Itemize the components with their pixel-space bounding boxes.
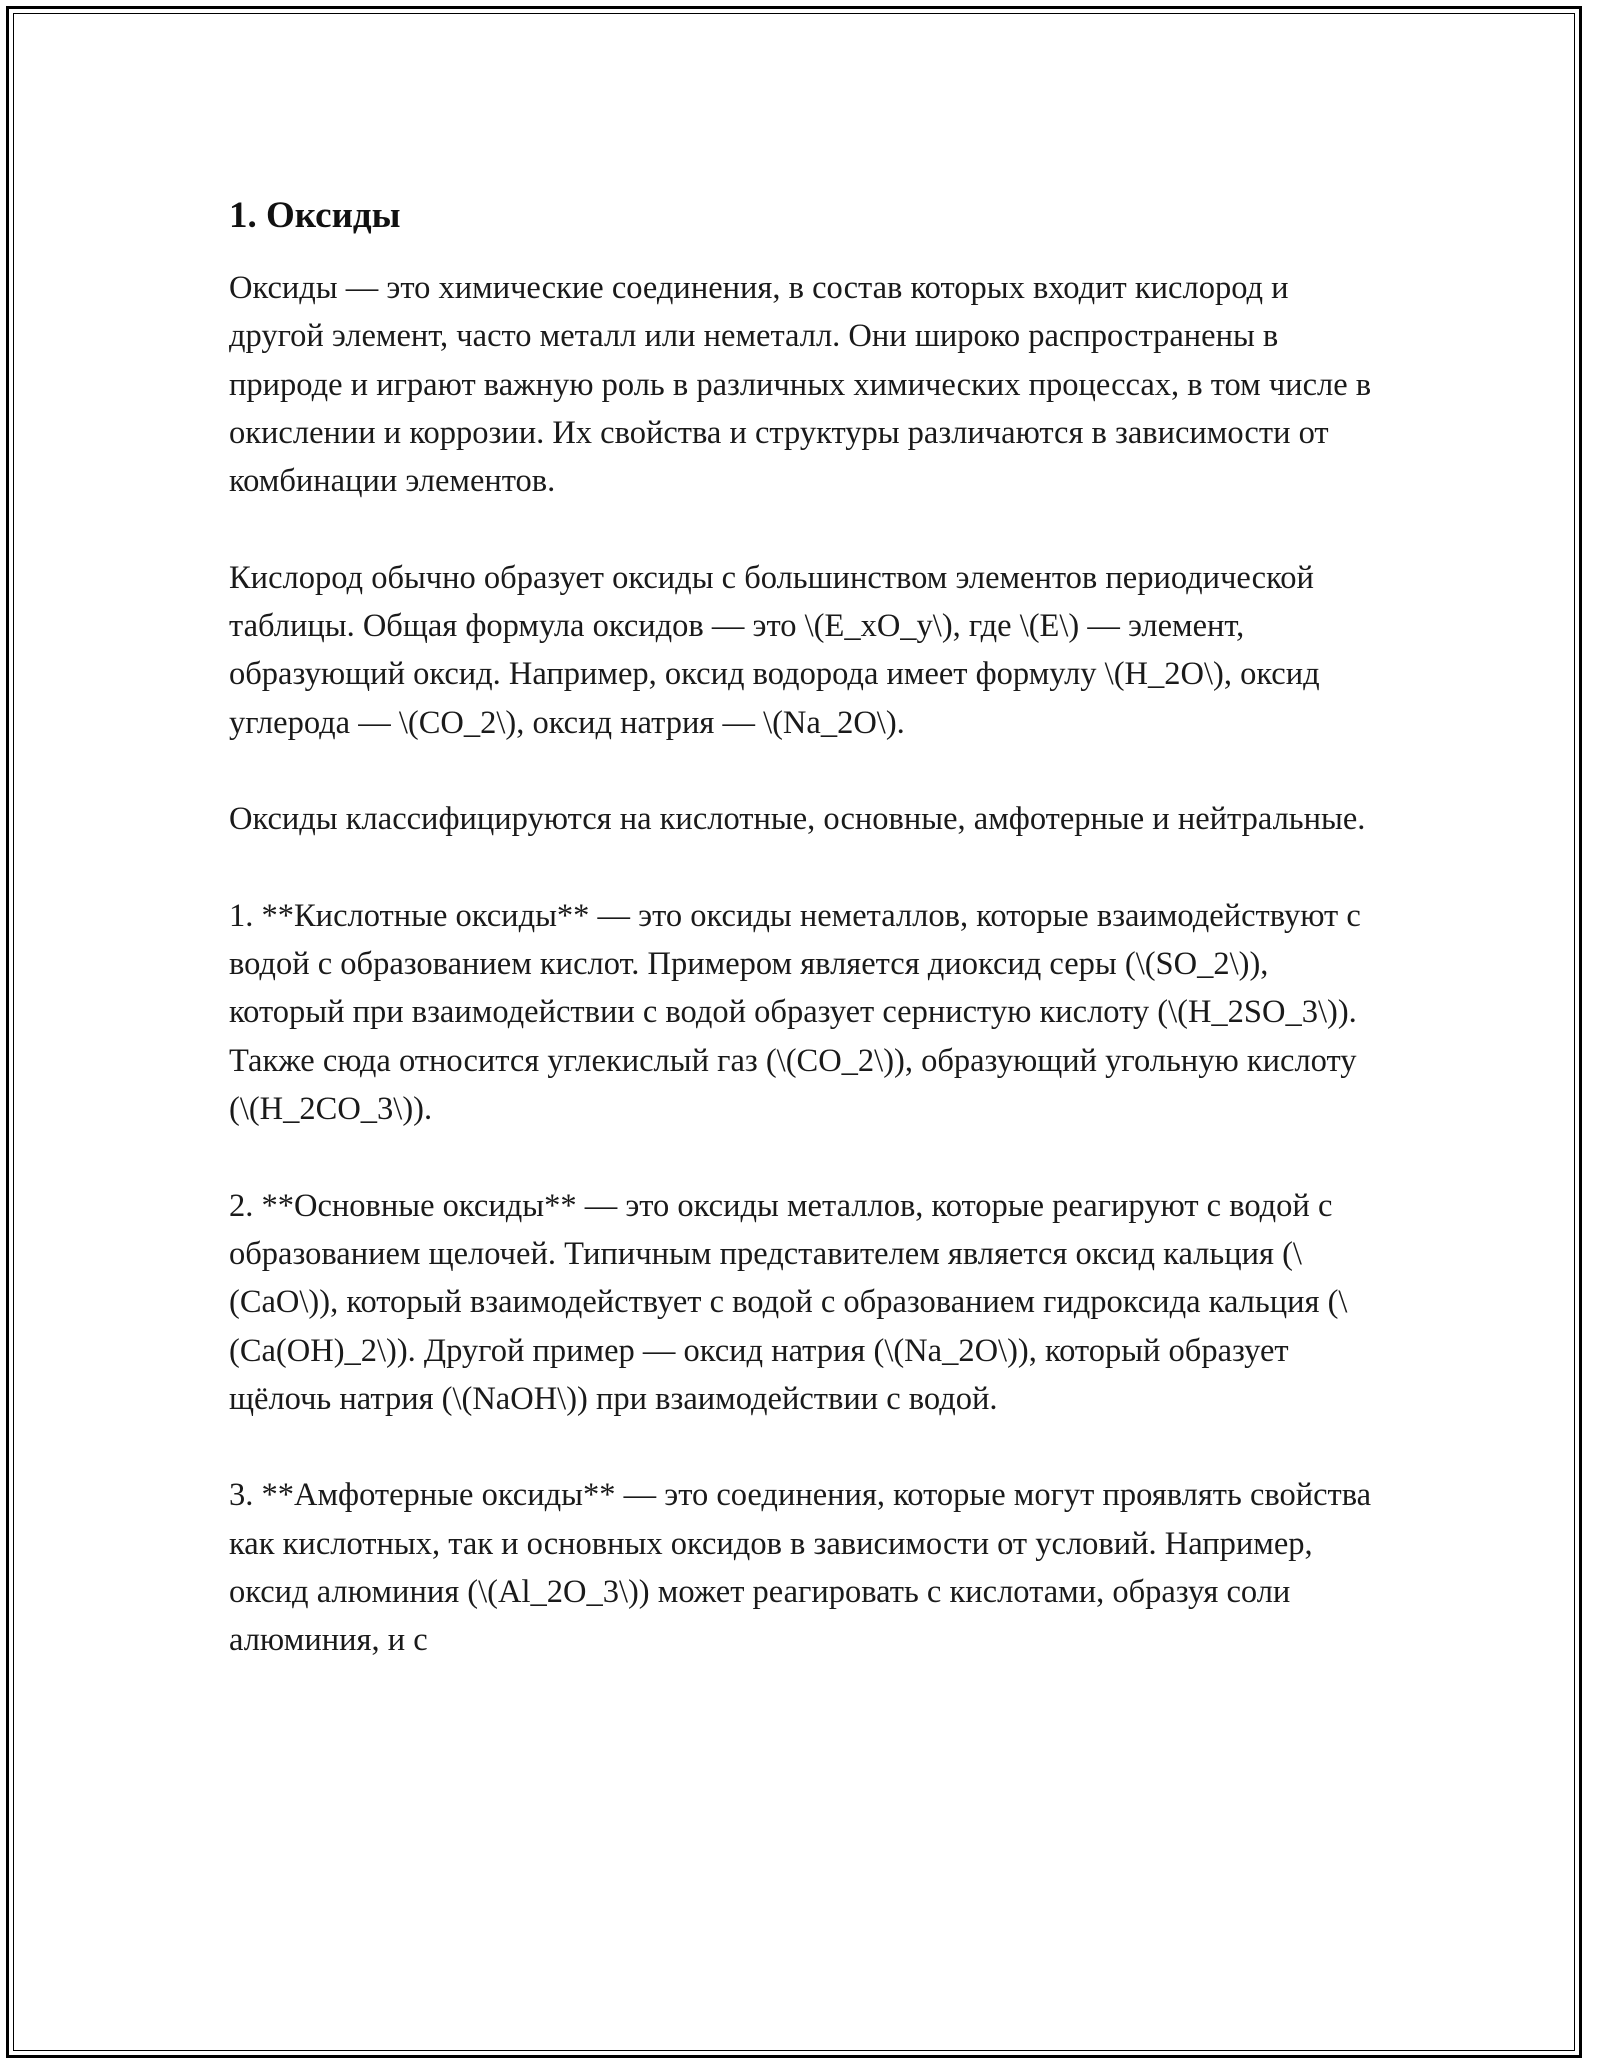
section-heading: 1. Оксиды bbox=[229, 195, 401, 236]
document-body bbox=[229, 180, 1379, 1713]
paragraph-acidic-oxides: 1. **Кислотные оксиды** — это оксиды неметаллов, которые взаимодействуют с водой с образованием кислот. Примером является диоксид серы (\(SO_2\)), который при взаимодействии с водой образует сернистую кислоту (\(H_2SO_3\)). Также сюда относится углекислый газ (\(CO_2\)), образующий угольную кислоту (\(H_2CO_3\)). bbox=[229, 897, 1361, 1128]
paragraph-formula: Кислород обычно образует оксиды с большинством элементов периодической таблицы. Общая формула оксидов — это \(E_xO_y\), где \(E\) — элемент, образующий оксид. Например, оксид водорода имеет формулу \(H_2O\), оксид углерода — \(CO_2\), оксид натрия — \(Na_2O\). bbox=[229, 559, 1320, 741]
paragraph-basic-oxides: 2. **Основные оксиды** — это оксиды металлов, которые реагируют с водой с образованием щелочей. Типичным представителем является оксид кальция (\(CaO\)), который взаимодействует с водой с образованием гидроксида кальция (\(Ca(OH)_2\)). Другой пример — оксид натрия (\(Na_2O\)), который образует щёлочь натрия (\(NaOH\)) при взаимодействии с водой. bbox=[229, 1187, 1348, 1417]
paragraph-amphoteric-oxides: 3. **Амфотерные оксиды** — это соединения, которые могут проявлять свойства как кислотных, так и основных оксидов в зависимости от условий. Например, оксид алюминия (\(Al_2O_3\)) может реагировать с кислотами, образуя соли алюминия, и с bbox=[229, 1477, 1372, 1659]
paragraph-classification: Оксиды классифицируются на кислотные, основные, амфотерные и нейтральные. bbox=[229, 801, 1366, 838]
paragraph-intro: Оксиды — это химические соединения, в состав которых входит кислород и другой элемент, часто металл или неметалл. Они широко распространены в природе и играют важную роль в различных химических процессах, в том числе в окислении и коррозии. Их свойства и структуры различаются в зависимости от комбинации элементов. bbox=[229, 270, 1372, 500]
